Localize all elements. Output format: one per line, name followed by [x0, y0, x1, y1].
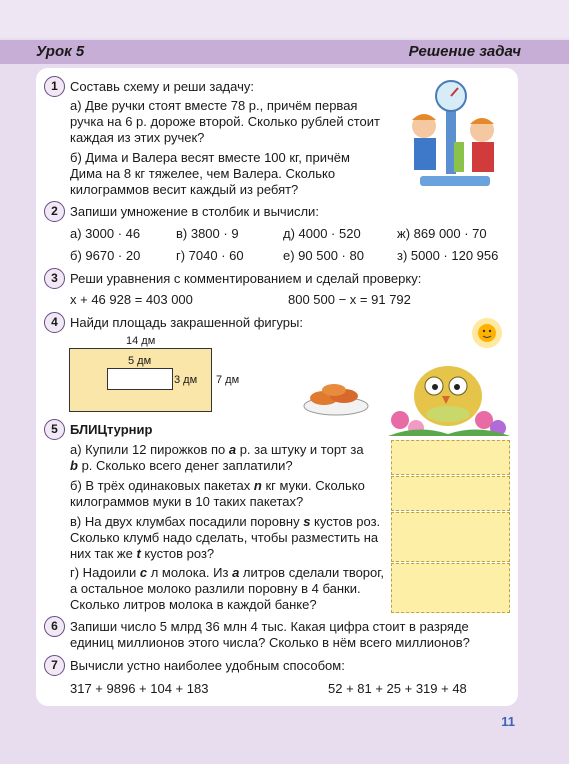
task-4-title: Найди площадь закрашенной фигуры:	[70, 315, 303, 330]
inner-height-label: 3 дм	[174, 374, 198, 386]
task-5b-line-2: килограммов муки в 10 таких пакетах?	[70, 494, 304, 509]
task-2-item: б) 9670 · 20	[70, 248, 141, 263]
task-2-item: д) 4000 · 520	[283, 226, 361, 241]
task-1-title: Составь схему и реши задачу:	[70, 79, 254, 94]
task-6-line: единиц миллионов этого числа? Сколько в нём всего миллионов?	[70, 635, 470, 650]
answer-box	[391, 476, 510, 511]
task-2-number: 2	[44, 201, 65, 222]
inner-rectangle	[107, 368, 173, 390]
expression-1: 317 + 9896 + 104 + 183	[70, 681, 209, 696]
task-4-number: 4	[44, 312, 65, 333]
task-1b-line: б) Дима и Валера весят вместе 100 кг, причём	[70, 150, 350, 165]
page-header	[0, 40, 569, 64]
answer-box	[391, 440, 510, 475]
equation-2: 800 500 − x = 91 792	[288, 292, 411, 307]
task-1a-line: ручка на 6 р. дороже второй. Сколько рублей стоит	[70, 114, 380, 129]
outer-width-label: 14 дм	[126, 335, 156, 347]
answer-box	[391, 563, 510, 613]
answer-box	[391, 512, 510, 562]
task-7-number: 7	[44, 655, 65, 676]
task-5c-line-2: Сколько клумб надо сделать, чтобы разместить на	[70, 530, 379, 545]
outer-height-label: 7 дм	[216, 374, 240, 386]
task-6-line: Запиши число 5 млрд 36 млн 4 тыс. Какая цифра стоит в разряде	[70, 619, 469, 634]
task-5c-line-3: них так же t кустов роз?	[70, 546, 215, 561]
task-7-title: Вычисли устно наиболее удобным способом:	[70, 658, 345, 673]
task-1b-line: Дима на 8 кг тяжелее, чем Валера. Сколько	[70, 166, 336, 181]
page-number: 11	[501, 714, 515, 729]
task-2-title: Запиши умножение в столбик и вычисли:	[70, 204, 319, 219]
inner-width-label: 5 дм	[128, 355, 152, 367]
task-1a-line: каждая из этих ручек?	[70, 130, 205, 145]
task-5d-line-2: а остальное молоко разлили поровну в 4 банки.	[70, 581, 361, 596]
task-2-item: ж) 869 000 · 70	[397, 226, 487, 241]
pastries-plate-image	[302, 372, 370, 418]
lesson-label: Урок 5	[36, 43, 85, 60]
owl-flowers-image	[388, 354, 510, 440]
top-band	[0, 0, 569, 38]
task-5d-line-1: г) Надоили c л молока. Из a литров сделали творог,	[70, 565, 385, 580]
task-2-item: в) 3800 · 9	[176, 226, 239, 241]
task-3-title: Реши уравнения с комментированием и сделай проверку:	[70, 271, 422, 286]
boys-on-scale-image	[400, 80, 508, 194]
task-1a-line: а) Две ручки стоят вместе 78 р., причём первая	[70, 98, 358, 113]
task-5-number: 5	[44, 419, 65, 440]
task-1b-line: килограммов весит каждый из ребят?	[70, 182, 299, 197]
task-3-number: 3	[44, 268, 65, 289]
task-6-number: 6	[44, 616, 65, 637]
task-2-item: з) 5000 · 120 956	[397, 248, 499, 263]
equation-1: x + 46 928 = 403 000	[70, 292, 193, 307]
task-1-number: 1	[44, 76, 65, 97]
task-2-item: е) 90 500 · 80	[283, 248, 364, 263]
task-5-title: БЛИЦтурнир	[70, 422, 153, 437]
task-5a-line-1: а) Купили 12 пирожков по a р. за штуку и торт за	[70, 442, 364, 457]
expression-2: 52 + 81 + 25 + 319 + 48	[328, 681, 467, 696]
topic-label: Решение задач	[408, 43, 521, 60]
task-5b-line-1: б) В трёх одинаковых пакетах n кг муки. Сколько	[70, 478, 365, 493]
task-2-item: г) 7040 · 60	[176, 248, 244, 263]
task-5a-line-2: b р. Сколько всего денег заплатили?	[70, 458, 293, 473]
sun-image	[470, 316, 504, 350]
task-2-item: а) 3000 · 46	[70, 226, 141, 241]
task-5d-line-3: Сколько литров молока в каждой банке?	[70, 597, 317, 612]
task-5c-line-1: в) На двух клумбах посадили поровну s кустов роз.	[70, 514, 381, 529]
